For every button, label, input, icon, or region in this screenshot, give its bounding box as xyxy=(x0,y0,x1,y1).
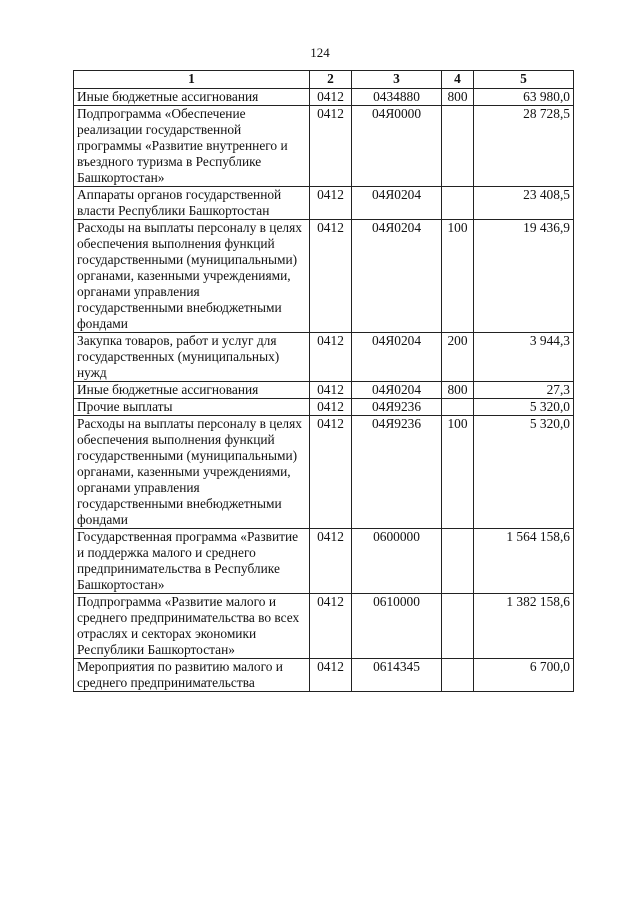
table-row xyxy=(74,416,574,529)
header-row xyxy=(74,71,574,89)
table-body xyxy=(74,89,574,692)
expense-type-cell xyxy=(442,659,474,692)
table-row xyxy=(74,594,574,659)
amount-cell: 5 320,0 xyxy=(474,416,574,529)
section-code-cell: 0412 xyxy=(310,333,352,382)
expense-type-cell xyxy=(442,187,474,220)
section-code-cell: 0412 xyxy=(310,529,352,594)
target-code-cell: 0434880 xyxy=(352,89,442,106)
header-cell: 3 xyxy=(352,71,442,89)
row-name-cell: Закупка товаров, работ и услуг для государственных (муниципальных) нужд xyxy=(74,333,310,382)
amount-cell: 28 728,5 xyxy=(474,106,574,187)
section-code-cell: 0412 xyxy=(310,89,352,106)
target-code-cell: 04Я9236 xyxy=(352,399,442,416)
amount-cell: 6 700,0 xyxy=(474,659,574,692)
amount-cell: 19 436,9 xyxy=(474,220,574,333)
table-row xyxy=(74,399,574,416)
section-code-cell: 0412 xyxy=(310,187,352,220)
target-code-cell: 04Я0204 xyxy=(352,333,442,382)
expense-type-cell xyxy=(442,594,474,659)
section-code-cell: 0412 xyxy=(310,220,352,333)
table-row xyxy=(74,220,574,333)
amount-cell: 1 564 158,6 xyxy=(474,529,574,594)
row-name-cell: Расходы на выплаты персоналу в целях обеспечения выполнения функций государственными (муниципальными) органами, казенными учреждениями, органами управления государственными внебюджетными фондами xyxy=(74,416,310,529)
section-code-cell: 0412 xyxy=(310,382,352,399)
amount-cell: 5 320,0 xyxy=(474,399,574,416)
target-code-cell: 0614345 xyxy=(352,659,442,692)
expense-type-cell: 200 xyxy=(442,333,474,382)
row-name-cell: Аппараты органов государственной власти Республики Башкортостан xyxy=(74,187,310,220)
amount-cell: 23 408,5 xyxy=(474,187,574,220)
header-cell: 4 xyxy=(442,71,474,89)
target-code-cell: 04Я0204 xyxy=(352,382,442,399)
table-row xyxy=(74,187,574,220)
header-cell: 2 xyxy=(310,71,352,89)
row-name-cell: Иные бюджетные ассигнования xyxy=(74,382,310,399)
header-cell: 5 xyxy=(474,71,574,89)
expense-type-cell: 800 xyxy=(442,382,474,399)
table-row xyxy=(74,89,574,106)
section-code-cell: 0412 xyxy=(310,416,352,529)
expense-type-cell xyxy=(442,399,474,416)
section-code-cell: 0412 xyxy=(310,106,352,187)
row-name-cell: Расходы на выплаты персоналу в целях обеспечения выполнения функций государственными (муниципальными) органами, казенными учреждениями, органами управления государственными внебюджетными фондами xyxy=(74,220,310,333)
amount-cell: 63 980,0 xyxy=(474,89,574,106)
table-row xyxy=(74,529,574,594)
expense-type-cell: 800 xyxy=(442,89,474,106)
target-code-cell: 0600000 xyxy=(352,529,442,594)
row-name-cell: Прочие выплаты xyxy=(74,399,310,416)
target-code-cell: 04Я0000 xyxy=(352,106,442,187)
row-name-cell: Иные бюджетные ассигнования xyxy=(74,89,310,106)
expense-type-cell xyxy=(442,529,474,594)
row-name-cell: Подпрограмма «Развитие малого и среднего предпринимательства во всех отраслях и секторах экономики Республики Башкортостан» xyxy=(74,594,310,659)
row-name-cell: Мероприятия по развитию малого и среднего предпринимательства xyxy=(74,659,310,692)
budget-table xyxy=(73,70,574,692)
expense-type-cell: 100 xyxy=(442,416,474,529)
amount-cell: 27,3 xyxy=(474,382,574,399)
target-code-cell: 04Я0204 xyxy=(352,220,442,333)
expense-type-cell: 100 xyxy=(442,220,474,333)
target-code-cell: 04Я9236 xyxy=(352,416,442,529)
amount-cell: 1 382 158,6 xyxy=(474,594,574,659)
row-name-cell: Государственная программа «Развитие и поддержка малого и среднего предпринимательства в Республике Башкортостан» xyxy=(74,529,310,594)
section-code-cell: 0412 xyxy=(310,594,352,659)
section-code-cell: 0412 xyxy=(310,659,352,692)
table-row xyxy=(74,106,574,187)
header-cell: 1 xyxy=(74,71,310,89)
page-number: 124 xyxy=(310,45,330,60)
amount-cell: 3 944,3 xyxy=(474,333,574,382)
section-code-cell: 0412 xyxy=(310,399,352,416)
target-code-cell: 04Я0204 xyxy=(352,187,442,220)
expense-type-cell xyxy=(442,106,474,187)
table-row xyxy=(74,382,574,399)
table-row xyxy=(74,333,574,382)
target-code-cell: 0610000 xyxy=(352,594,442,659)
table-row xyxy=(74,659,574,692)
row-name-cell: Подпрограмма «Обеспечение реализации государственной программы «Развитие внутреннего и въездного туризма в Республике Башкортостан» xyxy=(74,106,310,187)
